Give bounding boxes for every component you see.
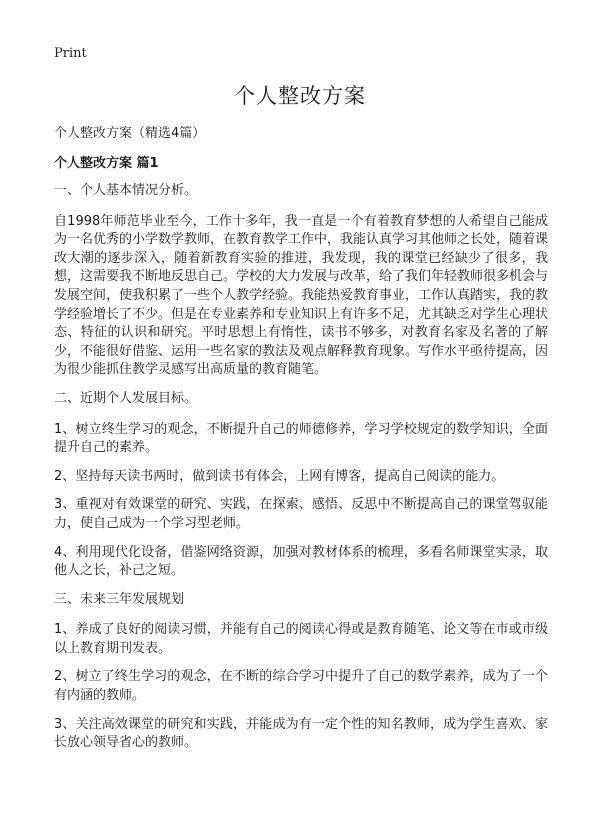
paragraph-heading-1: 一、个人基本情况分析。: [54, 183, 198, 198]
paragraph: 3、关注高效课堂的研究和实践，并能成为有一定个性的知名教师，成为学生喜欢、家长放心领导省心的教师。: [54, 716, 548, 751]
paragraph: 2、树立了终生学习的观念，在不断的综合学习中提升了自己的数学素养，成为了一个有内涵的教师。: [54, 669, 548, 704]
page-title: 个人整改方案: [234, 84, 366, 108]
document-body: [54, 182, 548, 763]
paragraph-heading-3: 三、未来三年发展规划: [54, 591, 185, 607]
document-subtitle: 个人整改方案（精选4篇）: [54, 126, 206, 141]
print-link[interactable]: Print: [54, 46, 87, 61]
paragraph: 自1998年师范毕业至今，工作十多年，我一直是一个有着教育梦想的人希望自己能成为一名优秀的小学数学教师，在教育教学工作中，我能认真学习其他师之长处，随着课改大潮的逐步深入，随着新教育实验的推进，我发现，我的课堂已经缺少了很多，我想，这需要我不断地反思自己。学校的大力发展与改革，给了我们年轻教师很多机会与发展空间，使我积累了一些个人教学经验。我能热爱教育事业，工作认真踏实，我的教学经验增长了不少。但是在专业素养和专业知识上有许多不足，尤其缺乏对学生心理状态、特征的认识和研究。平时思想上有惰性，读书不够多，对教育名家及名著的了解少，不能很好借鉴、运用一些名家的教法及观点解释教育现象。写作水平亟待提高，因为很少能抓住教学灵感写出高质量的教育随笔。: [54, 213, 549, 378]
paragraph: 2、坚持每天读书两时，做到读书有体会，上网有博客，提高自己阅读的能力。: [54, 468, 505, 484]
paragraph: 1、树立终生学习的观念，不断提升自己的师德修养，学习学校规定的数学知识，全面提升自己的素养。: [54, 421, 548, 456]
paragraph: 3、重视对有效课堂的研究、实践，在探索、感悟、反思中不断提高自己的课堂驾驭能力，使自己成为一个学习型老师。: [54, 497, 548, 531]
paragraph: 1、养成了良好的阅读习惯，并能有自己的阅读心得或是教育随笔、论文等在市或市级以上教育期刊发表。: [54, 622, 548, 656]
paragraph-heading-2: 二、近期个人发展目标。: [54, 390, 198, 406]
section-heading: 个人整改方案 篇1: [54, 156, 159, 171]
paragraph: 4、利用现代化设备，借鉴网络资源，加强对教材体系的梳理，多看名师课堂实录，取他人之长，补己之短。: [54, 544, 548, 579]
